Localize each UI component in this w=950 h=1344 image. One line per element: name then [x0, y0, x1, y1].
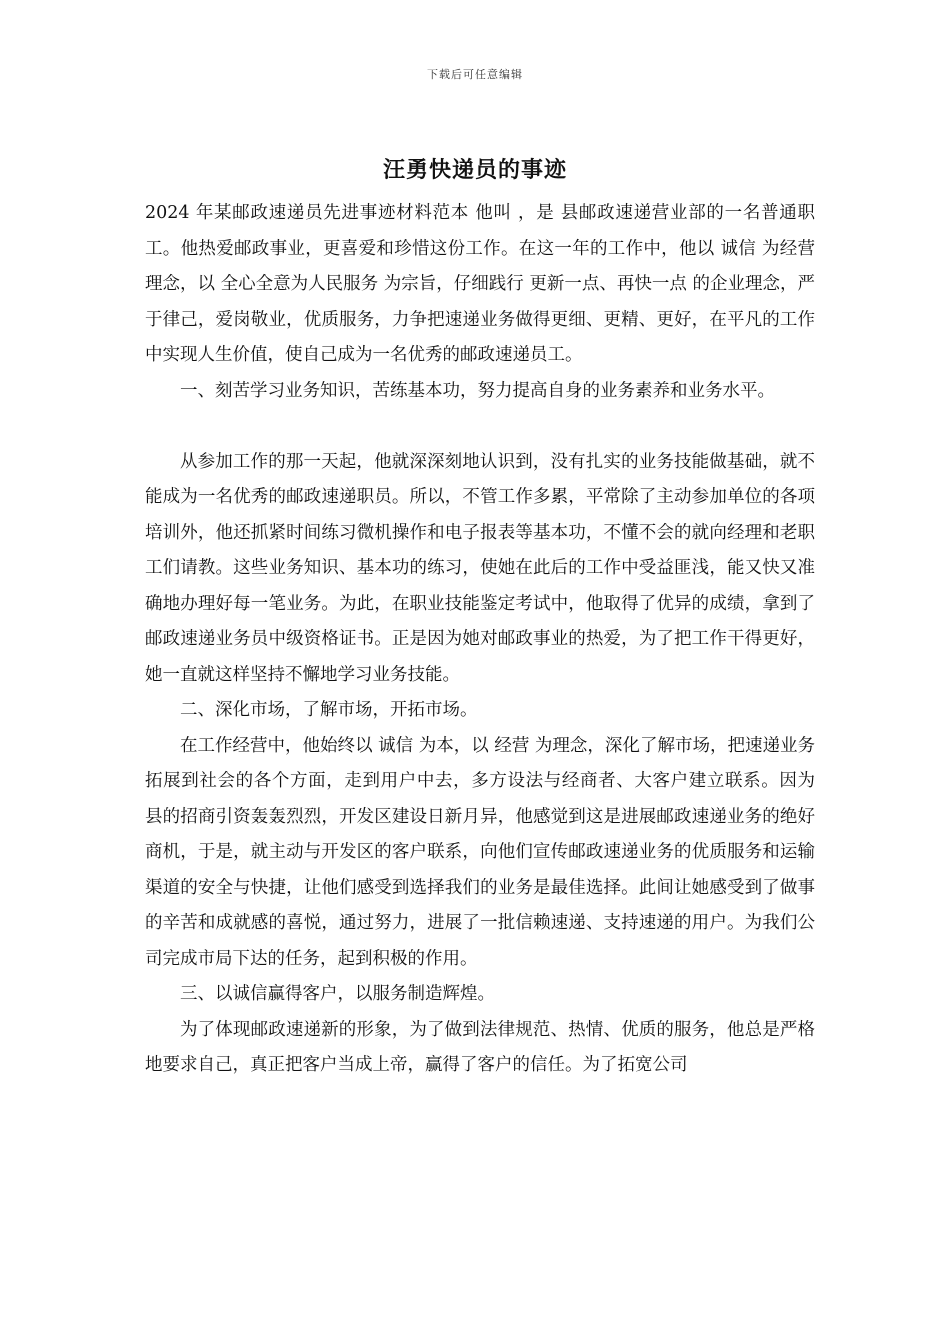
document-body	[145, 196, 815, 1084]
section-heading-3: 三、以诚信赢得客户，以服务制造辉煌。	[180, 984, 495, 1004]
blank-line	[145, 409, 815, 445]
section-heading-1: 一、刻苦学习业务知识，苦练基本功，努力提高自身的业务素养和业务水平。	[180, 380, 775, 401]
paragraph-section-3: 为了体现邮政速递新的形象，为了做到法律规范、热情、优质的服务，他总是严格地要求自己，真正把客户当成上帝，赢得了客户的信任。为了拓宽公司	[145, 1019, 815, 1075]
paragraph-section-2: 在工作经营中，他始终以 诚信 为本，以 经营 为理念，深化了解市场，把速递业务拓展到社会的各个方面，走到用户中去，多方设法与经商者、大客户建立联系。因为 县的招商引资轰轰烈烈，开发区建设日新月异，他感觉到这是进展邮政速递业务的绝好商机，于是，就主动与开发区的客户联系，向他们宣传邮政速递业务的优质服务和运输渠道的安全与快捷，让他们感受到选择我们的业务是最佳选择。此间让她感受到了做事的辛苦和成就感的喜悦，通过努力，进展了一批信赖速递、支持速递的用户。为我们公司完成市局下达的任务，起到积极的作用。	[145, 735, 815, 969]
document-title: 汪勇快递员的事迹	[382, 157, 567, 183]
paragraph-section-1: 从参加工作的那一天起，他就深深刻地认识到，没有扎实的业务技能做基础，就不能成为一名优秀的邮政速递职员。所以，不管工作多累，平常除了主动参加单位的各项培训外，他还抓紧时间练习微机操作和电子报表等基本功，不懂不会的就向经理和老职工们请教。这些业务知识、基本功的练习，使她在此后的工作中受益匪浅，能又快又准确地办理好每一笔业务。为此，在职业技能鉴定考试中，他取得了优异的成绩，拿到了邮政速递业务员中级资格证书。正是因为她对邮政事业的热爱，为了把工作干得更好，她一直就这样坚持不懈地学习业务技能。	[145, 451, 815, 685]
paragraph-intro: 2024 年某邮政速递员先进事迹材料范本 他叫 ，是 县邮政速递营业部的一名普通职工。他热爱邮政事业，更喜爱和珍惜这份工作。在这一年的工作中，他以 诚信 为经营理念，以 全心全意为人民服务 为宗旨，仔细践行 更新一点、再快一点 的企业理念，严于律己，爱岗敬业，优质服务，力争把速递业务做得更细、更精、更好，在平凡的工作中实现人生价值，使自己成为一名优秀的邮政速递员工。	[145, 203, 815, 365]
page-header-note: 下载后可任意编辑	[427, 68, 523, 81]
section-heading-2: 二、深化市场，了解市场，开拓市场。	[180, 700, 478, 720]
